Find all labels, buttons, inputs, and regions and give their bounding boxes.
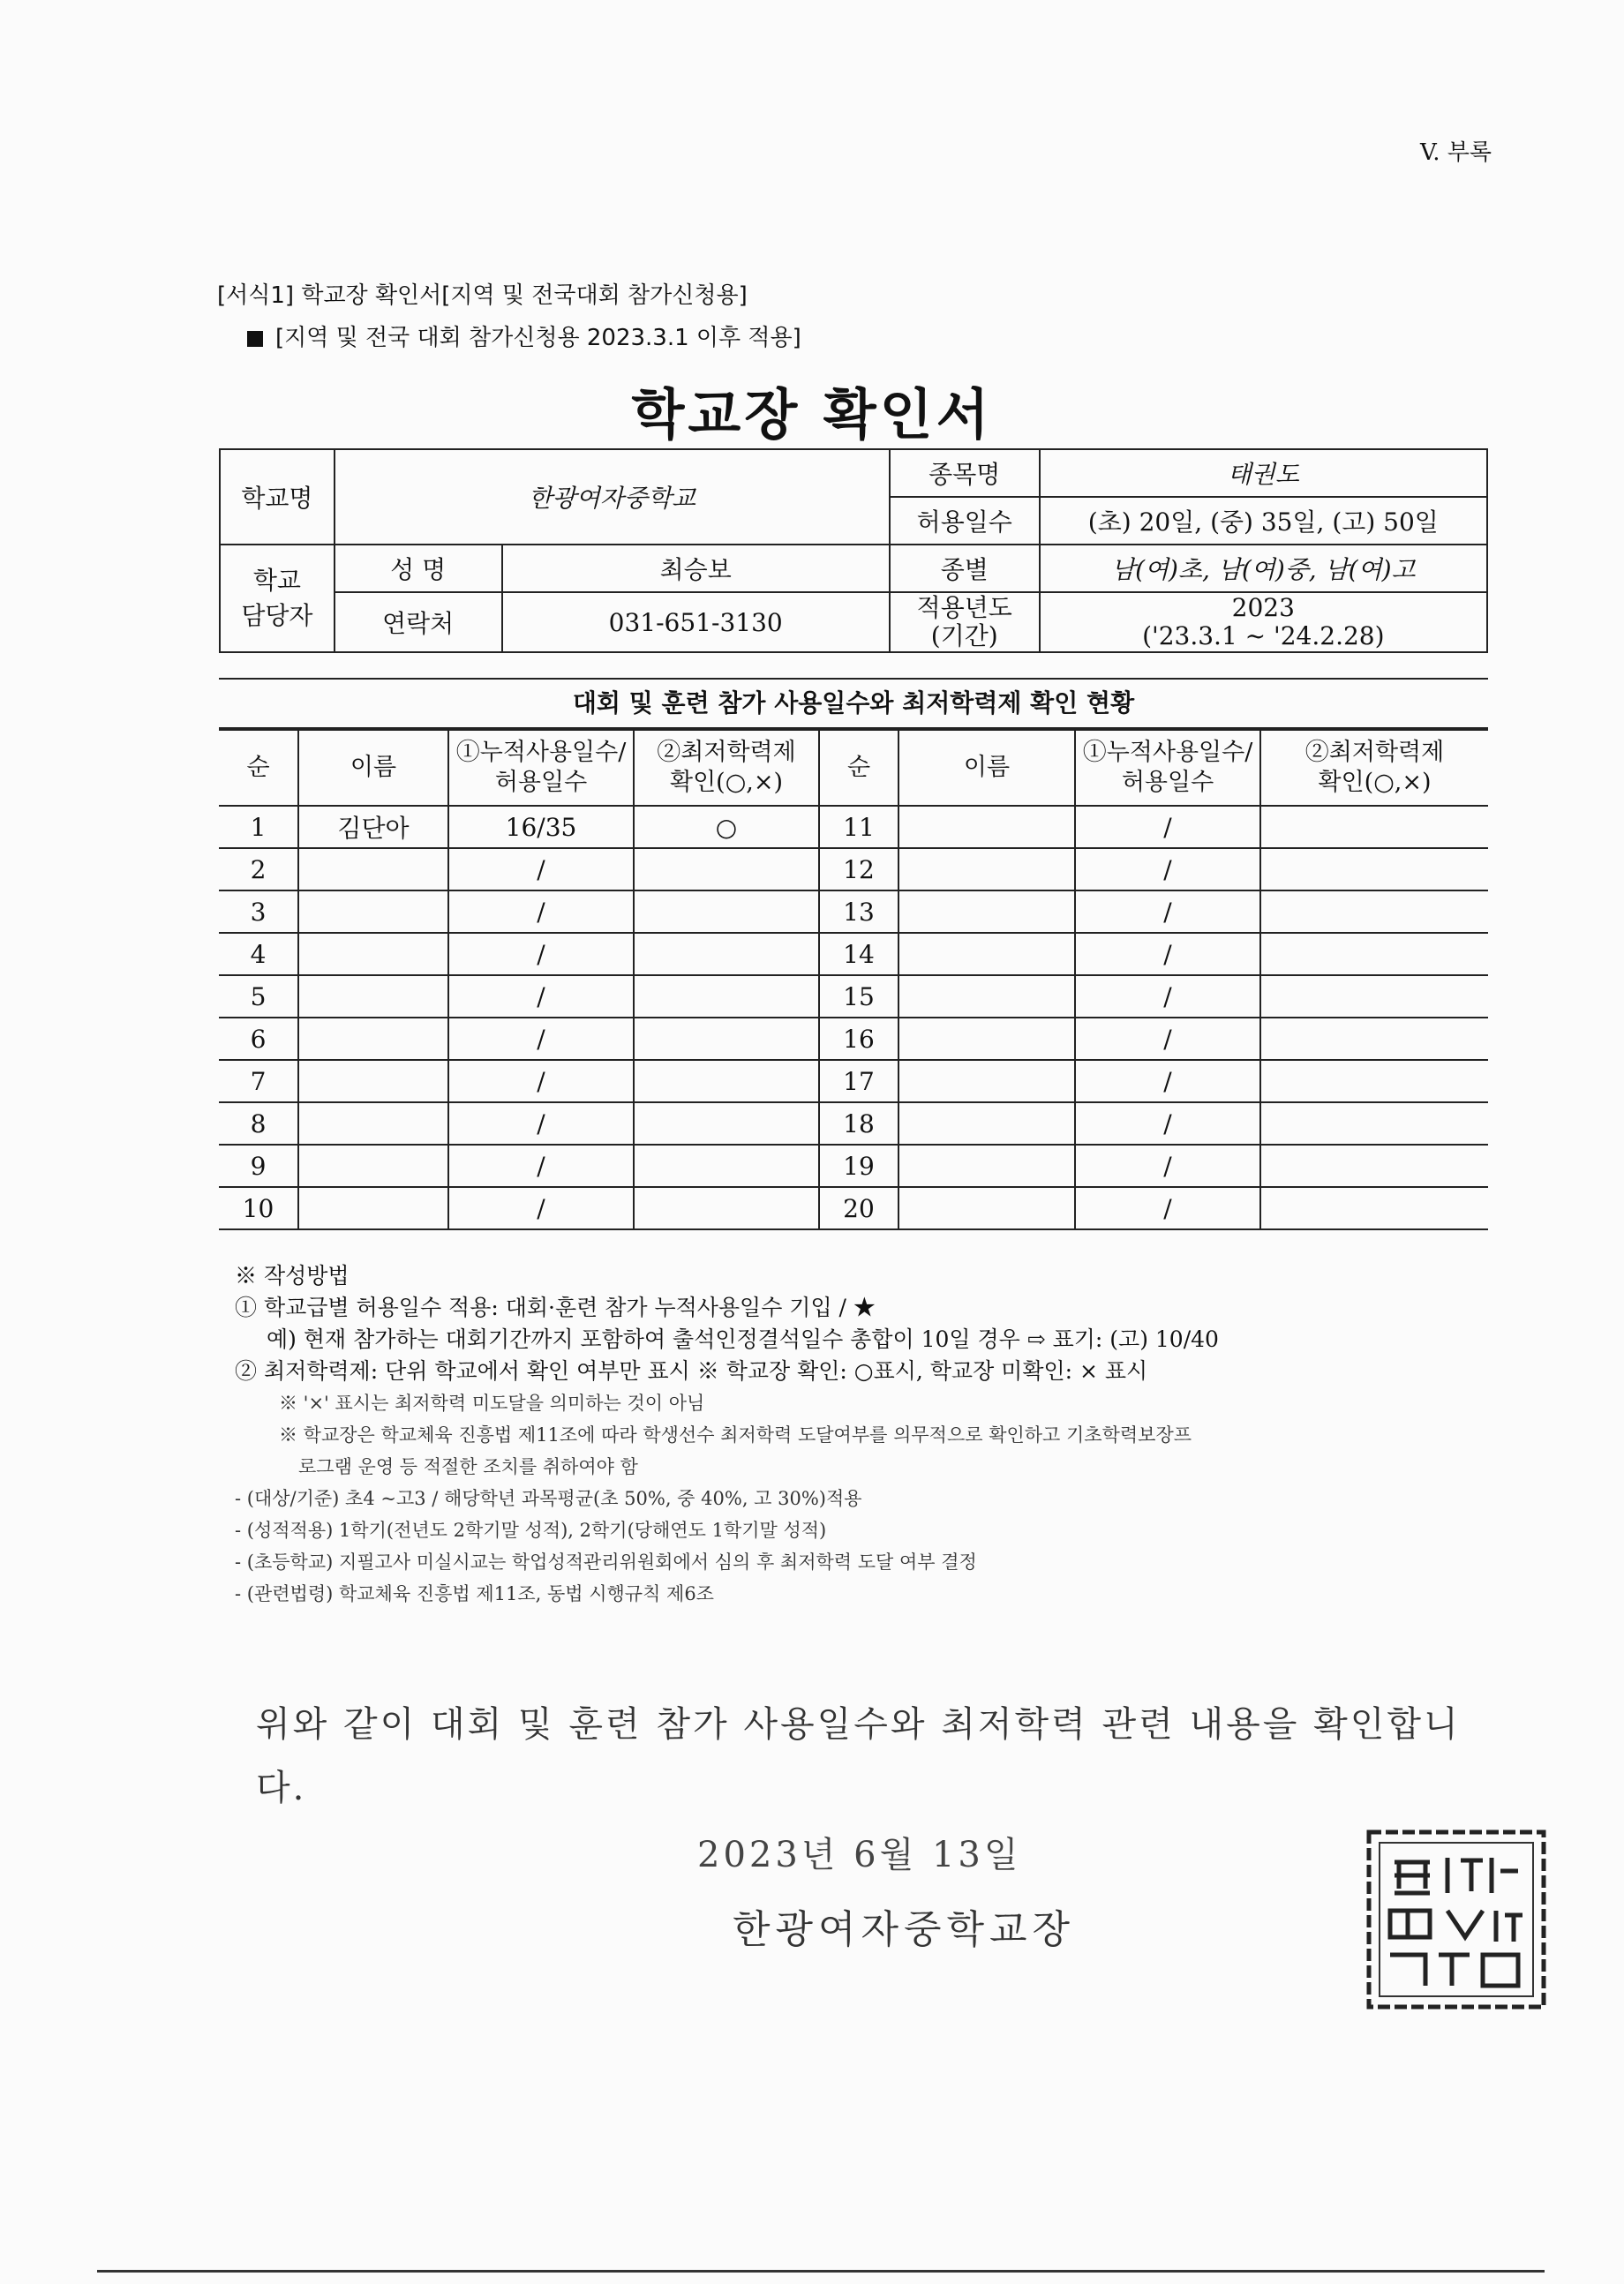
table-cell: 11 bbox=[819, 806, 898, 848]
table-cell bbox=[634, 975, 819, 1018]
table-cell: 9 bbox=[219, 1145, 298, 1187]
table-cell: / bbox=[1075, 890, 1260, 933]
form-subtitle-text: [지역 및 전국 대회 참가신청용 2023.3.1 이후 적용] bbox=[275, 325, 801, 351]
table-cell bbox=[1260, 1102, 1488, 1145]
header-cell: ①누적사용일수/ 허용일수 bbox=[1075, 730, 1260, 806]
table-cell bbox=[634, 1060, 819, 1102]
usage-table bbox=[219, 729, 1488, 1230]
table-cell: 20 bbox=[819, 1187, 898, 1229]
table-cell: 5 bbox=[219, 975, 298, 1018]
table-cell: 13 bbox=[819, 890, 898, 933]
table-cell: 8 bbox=[219, 1102, 298, 1145]
table-cell: / bbox=[1075, 806, 1260, 848]
table-cell: 18 bbox=[819, 1102, 898, 1145]
instruction-item: ② 최저학력제: 단위 학교에서 확인 여부만 표시 ※ 학교장 확인: ○표시, 학교장 미확인: × 표시 bbox=[235, 1358, 1148, 1384]
table-row bbox=[219, 933, 1488, 975]
manager-name: 최승보 bbox=[502, 545, 890, 592]
table-row bbox=[219, 1102, 1488, 1145]
square-bullet-icon bbox=[247, 331, 263, 347]
table-cell bbox=[898, 975, 1075, 1018]
instruction-note: ※ 학교장은 학교체육 진흥법 제11조에 따라 학생선수 최저학력 도달여부를 의무적으로 확인하고 기초학력보장프 bbox=[279, 1424, 1192, 1446]
table-cell: ○ bbox=[634, 806, 819, 848]
table-cell: 16 bbox=[819, 1018, 898, 1060]
table-row bbox=[219, 806, 1488, 848]
table-cell bbox=[298, 1145, 448, 1187]
section-label: V. 부록 bbox=[1420, 139, 1492, 166]
table-cell: / bbox=[1075, 1102, 1260, 1145]
table-cell: 10 bbox=[219, 1187, 298, 1229]
table-cell: 2 bbox=[219, 848, 298, 890]
usage-header-row bbox=[219, 730, 1488, 806]
table-row bbox=[219, 848, 1488, 890]
table-cell: 15 bbox=[819, 975, 898, 1018]
school-label: 학교명 bbox=[220, 449, 335, 545]
header-cell: ①누적사용일수/ 허용일수 bbox=[448, 730, 634, 806]
table-cell: / bbox=[448, 1102, 634, 1145]
table-cell bbox=[634, 1187, 819, 1229]
table-cell bbox=[634, 890, 819, 933]
table-cell bbox=[898, 1060, 1075, 1102]
table-cell bbox=[634, 1145, 819, 1187]
table-cell bbox=[298, 848, 448, 890]
sport-value: 태권도 bbox=[1040, 449, 1487, 497]
table-cell: 3 bbox=[219, 890, 298, 933]
table-cell bbox=[298, 890, 448, 933]
document-title: 학교장 확인서 bbox=[631, 382, 993, 447]
header-cell: ②최저학력제 확인(○,×) bbox=[634, 730, 819, 806]
contact-label: 연락처 bbox=[335, 592, 502, 652]
table-cell: / bbox=[1075, 848, 1260, 890]
table-cell: / bbox=[1075, 1187, 1260, 1229]
table-cell: / bbox=[1075, 933, 1260, 975]
table-cell: 김단아 bbox=[298, 806, 448, 848]
instruction-detail: - (대상/기준) 초4 ~고3 / 해당학년 과목평균(초 50%, 중 40%, 고 30%)적용 bbox=[235, 1488, 862, 1509]
header-cell: ②최저학력제 확인(○,×) bbox=[1260, 730, 1488, 806]
table-cell: 19 bbox=[819, 1145, 898, 1187]
table-cell bbox=[1260, 1060, 1488, 1102]
usage-title: 대회 및 훈련 참가 사용일수와 최저학력제 확인 현황 bbox=[219, 678, 1488, 729]
table-cell bbox=[1260, 890, 1488, 933]
table-cell: / bbox=[1075, 1145, 1260, 1187]
header-cell: 순 bbox=[219, 730, 298, 806]
gender-value: 남(여)초, 남(여)중, 남(여)고 bbox=[1040, 545, 1487, 592]
form-subtitle bbox=[247, 319, 801, 352]
confirmation-statement: 위와 같이 대회 및 훈련 참가 사용일수와 최저학력 관련 내용을 확인합니다. bbox=[256, 1704, 1461, 1808]
instructions bbox=[235, 1260, 1506, 1610]
table-cell bbox=[898, 933, 1075, 975]
instruction-example: 예) 현재 참가하는 대회기간까지 포함하여 출석인정결석일수 총합이 10일 경우 ⇨ 표기: (고) 10/40 bbox=[267, 1326, 1219, 1352]
table-cell: 7 bbox=[219, 1060, 298, 1102]
table-cell: 16/35 bbox=[448, 806, 634, 848]
sport-label: 종목명 bbox=[890, 449, 1040, 497]
gender-label: 종별 bbox=[890, 545, 1040, 592]
table-cell: / bbox=[448, 1018, 634, 1060]
name-label: 성 명 bbox=[335, 545, 502, 592]
table-cell: 1 bbox=[219, 806, 298, 848]
instruction-note: 로그램 운영 등 적절한 조치를 취하여야 함 bbox=[298, 1456, 638, 1477]
table-cell bbox=[1260, 806, 1488, 848]
table-cell: 17 bbox=[819, 1060, 898, 1102]
form-label: [서식1] 학교장 확인서[지역 및 전국대회 참가신청용] bbox=[217, 282, 748, 309]
table-cell: / bbox=[448, 933, 634, 975]
table-cell: / bbox=[448, 1145, 634, 1187]
school-seal-stamp bbox=[1364, 1827, 1549, 2012]
table-cell bbox=[898, 1018, 1075, 1060]
table-row bbox=[219, 1145, 1488, 1187]
table-cell: / bbox=[1075, 975, 1260, 1018]
contact-value: 031-651-3130 bbox=[502, 592, 890, 652]
table-cell bbox=[298, 1018, 448, 1060]
table-cell bbox=[1260, 975, 1488, 1018]
signature-date: 2023년 6월 13일 bbox=[697, 1835, 1022, 1875]
allowed-days-value: (초) 20일, (중) 35일, (고) 50일 bbox=[1040, 497, 1487, 545]
table-cell bbox=[634, 848, 819, 890]
header-cell: 이름 bbox=[298, 730, 448, 806]
info-table bbox=[219, 448, 1488, 653]
table-cell bbox=[1260, 1145, 1488, 1187]
table-cell bbox=[298, 933, 448, 975]
table-cell: / bbox=[448, 1187, 634, 1229]
table-cell bbox=[298, 975, 448, 1018]
year-value bbox=[1040, 592, 1487, 652]
allowed-days-label: 허용일수 bbox=[890, 497, 1040, 545]
table-cell bbox=[1260, 933, 1488, 975]
instruction-note: ※ '×' 표시는 최저학력 미도달을 의미하는 것이 아님 bbox=[279, 1393, 705, 1414]
table-cell bbox=[898, 1145, 1075, 1187]
instruction-detail: - (초등학교) 지필고사 미실시교는 학업성적관리위원회에서 심의 후 최저학력 도달 여부 결정 bbox=[235, 1551, 977, 1573]
table-cell: / bbox=[1075, 1018, 1260, 1060]
table-cell: 12 bbox=[819, 848, 898, 890]
table-cell bbox=[634, 1018, 819, 1060]
year-label: 적용년도 (기간) bbox=[890, 592, 1040, 652]
table-cell bbox=[298, 1102, 448, 1145]
table-cell: / bbox=[448, 975, 634, 1018]
table-cell: / bbox=[448, 1060, 634, 1102]
table-cell bbox=[898, 890, 1075, 933]
table-cell bbox=[1260, 1187, 1488, 1229]
instructions-heading: ※ 작성방법 bbox=[235, 1263, 350, 1289]
instruction-item: ① 학교급별 허용일수 적용: 대회·훈련 참가 누적사용일수 기입 / ★ bbox=[235, 1295, 876, 1320]
table-row bbox=[219, 1060, 1488, 1102]
instruction-detail: - (성적적용) 1학기(전년도 2학기말 성적), 2학기(당해연도 1학기말 성적) bbox=[235, 1520, 827, 1541]
table-cell: / bbox=[448, 848, 634, 890]
year-text: 2023 bbox=[1231, 593, 1295, 622]
table-cell: / bbox=[1075, 1060, 1260, 1102]
table-cell bbox=[634, 1102, 819, 1145]
table-cell bbox=[898, 848, 1075, 890]
table-cell bbox=[898, 1187, 1075, 1229]
table-cell bbox=[1260, 1018, 1488, 1060]
table-row bbox=[219, 975, 1488, 1018]
table-cell bbox=[634, 933, 819, 975]
bottom-rule bbox=[97, 2270, 1545, 2273]
table-cell: 14 bbox=[819, 933, 898, 975]
table-cell bbox=[1260, 848, 1488, 890]
table-cell: / bbox=[448, 890, 634, 933]
table-row bbox=[219, 890, 1488, 933]
table-cell: 6 bbox=[219, 1018, 298, 1060]
header-cell: 순 bbox=[819, 730, 898, 806]
period-text: ('23.3.1 ~ '24.2.28) bbox=[1142, 621, 1385, 650]
table-cell bbox=[898, 806, 1075, 848]
table-cell bbox=[298, 1187, 448, 1229]
principal-signature: 한광여자중학교장 bbox=[733, 1907, 1076, 1952]
instruction-detail: - (관련법령) 학교체육 진흥법 제11조, 동법 시행규칙 제6조 bbox=[235, 1583, 714, 1604]
header-cell: 이름 bbox=[898, 730, 1075, 806]
table-row bbox=[219, 1018, 1488, 1060]
manager-label: 학교 담당자 bbox=[220, 545, 335, 652]
table-cell bbox=[298, 1060, 448, 1102]
table-cell bbox=[898, 1102, 1075, 1145]
school-name: 한광여자중학교 bbox=[335, 449, 890, 545]
table-cell: 4 bbox=[219, 933, 298, 975]
table-row bbox=[219, 1187, 1488, 1229]
